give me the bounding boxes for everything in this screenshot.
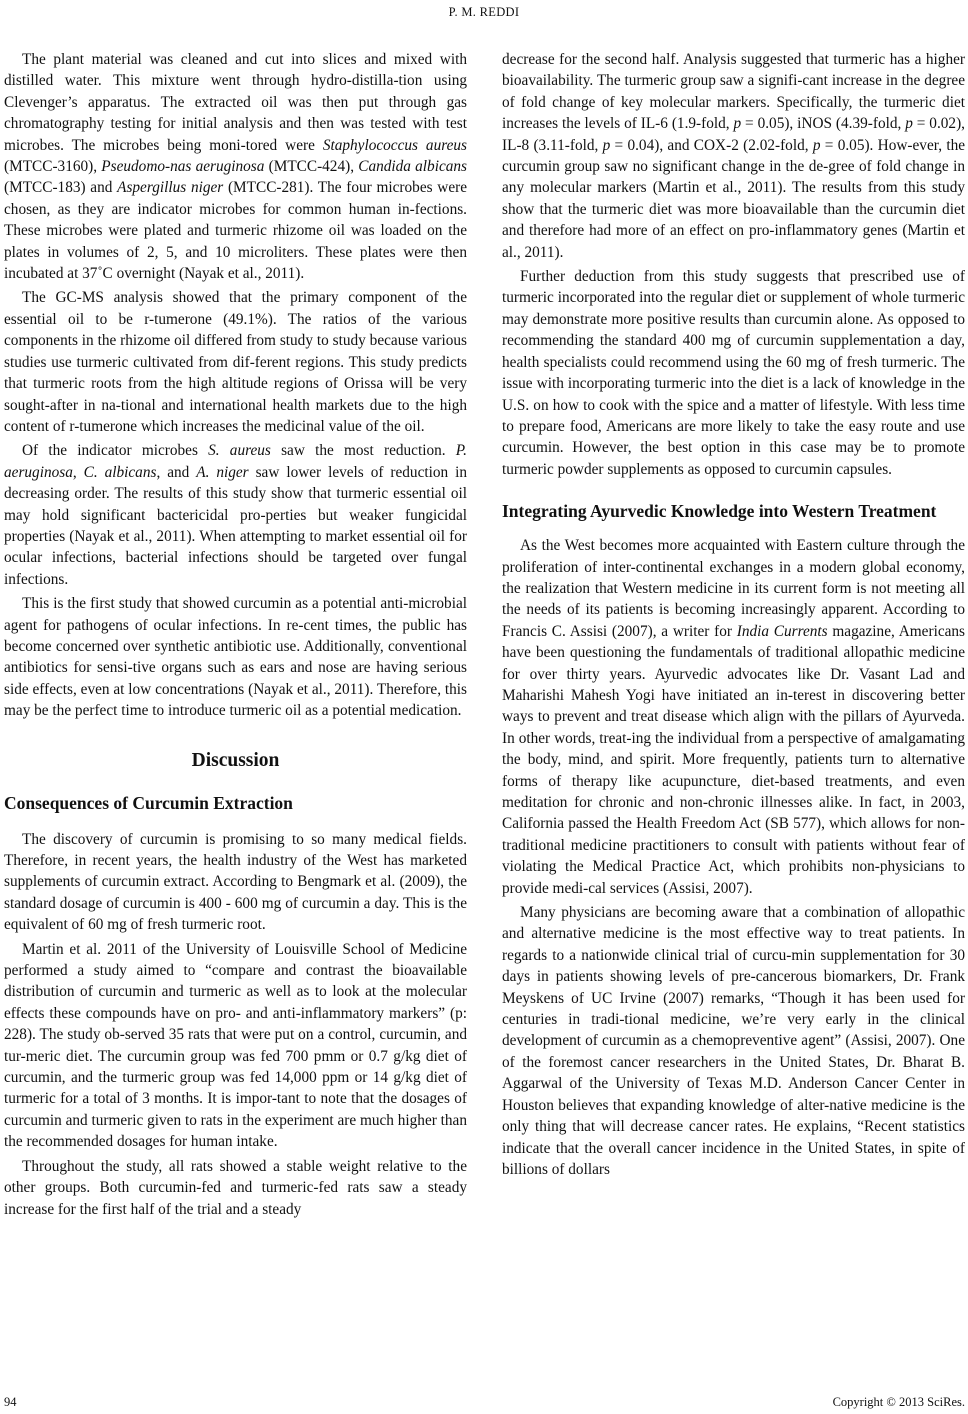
body-paragraph: This is the first study that showed curcumin as a potential anti-microbial agent for pathogens of ocular infections. In re-cent times, the public has become concerned over synthetic antibiotic use. Additionally, conventional antibiotics for sensi-tive organs such as ears and nose are having serious side effects, even at low concentrations (Nayak et al., 2011). Therefore, this may be the perfect time to introduce turmeric oil as a potential medication.	[4, 595, 467, 720]
subsection-heading-ayurvedic-integration: Integrating Ayurvedic Knowledge into Western Treatment	[502, 501, 937, 522]
copyright-notice: Copyright © 2013 SciRes.	[832, 1395, 965, 1409]
body-paragraph: The discovery of curcumin is promising to so many medical fields. Therefore, in recent years, the health industry of the West has marketed supplements of curcumin extract. According to Bengmark et al. (2009), the standard dosage of curcumin is 400 - 600 mg of curcumin a day. This is the equivalent of 60 mg of fresh turmeric root.	[4, 830, 467, 934]
section-heading-discussion: Discussion	[191, 749, 280, 771]
body-paragraph: Of the indicator microbes S. aureus saw the most reduction. P. aeruginosa, C. albicans, and A. niger saw lower levels of reduction in decreasing order. The results of this study show that turmeric essential oil may hold significant bactericidal pro-perties but weaker fungicidal properties (Nayak et al., 2011). When attempting to market essential oil for ocular infections, bacterial infections should be targeted over fungal infections.	[4, 442, 467, 588]
body-paragraph: As the West becomes more acquainted with Eastern culture through the proliferation of inter-continental exchanges in a modern global economy, the realization that Western medicine in its current form is not meeting all the needs of its patients is becoming increasingly apparent. According to Francis C. Assisi (2007), a writer for India Currents magazine, Americans have been questioning the fundamentals of traditional allopathic medicine for over thirty years. Ayurvedic advocates like Dr. Vasant Lad and Maharishi Mahesh Yogi have initiated an in-terest in discovering better ways to prevent and treat disease which align with the pillars of Ayurveda. In other words, treat-ing the individual from a perspective of amalgamating the body, mind, and spirit. More frequently, patients turn to alternative forms of therapy like acupuncture, diet-based treatments, and even meditation for chronic and non-chronic illnesses alike. In fact, in 2003, California passed the Health Freedom Act (SB 577), which allows for non-traditional medicine practitioners to consult with patients without fear of violating the Medical Practice Act, which prohibits non-physicians to provide medi-cal services (Assisi, 2007).	[502, 537, 965, 897]
page-number: 94	[4, 1395, 17, 1409]
body-paragraph: Many physicians are becoming aware that a combination of allopathic and alternative medicine is the most effective way to treat patients. In regards to a nationwide clinical trial of curcu-min supplementation for 30 days in patients showing levels of pre-cancerous biomarkers, Dr. Frank Meyskens of UC Irvine (2007) remarks, “Though it has been used for centuries in tradi-tional medicine, we’re very early in the clinical development of curcumin as a chemopreventive agent” (Assisi, 2007). One of the foremost cancer researchers in the United States, Dr. Bharat B. Aggarwal of the University of Texas M.D. Anderson Cancer Center in Houston believes that expanding knowledge of alter-native medicine is the only thing that will decrease cancer rates. He explains, “Recent statistics indicate that the overall cancer incidence in the United States, in spite of billions of dollars	[502, 904, 965, 1178]
right-column	[502, 49, 965, 1180]
body-paragraph-continued: decrease for the second half. Analysis suggested that turmeric has a higher bioavailability. The turmeric group saw a signifi-cant increase in the degree of fold change of key molecular markers. Specifically, the turmeric diet increases the levels of IL-6 (1.9-fold, p = 0.05), iNOS (4.39-fold, p = 0.02), IL-8 (3.11-fold, p = 0.04), and COX-2 (2.02-fold, p = 0.05). How-ever, the curcumin group saw no significant change in the de-gree of fold change in any molecular markers (Martin et al., 2011). The results from this study show that the turmeric diet was more bioavailable than the curcumin diet and therefore had more of an effect on pro-inflammatory genes (Martin et al., 2011).	[502, 51, 966, 261]
body-paragraph: The plant material was cleaned and cut into slices and mixed with distilled water. This mixture went through hydro-distilla-tion using Clevenger’s apparatus. The extracted oil was then put through gas chromatography testing for initial analysis and then was tested with test microbes. The microbes being moni-tored were Staphylococcus aureus (MTCC-3160), Pseudomo-nas aeruginosa (MTCC-424), Candida albicans (MTCC-183) and Aspergillus niger (MTCC-281). The four microbes were chosen, as they are indicator microbes for common human in-fections. These microbes were plated and turmeric rhizome oil was loaded on the plates in volumes of 2, 5, and 10 microliters. These plates were then incubated at 37˚C overnight (Nayak et al., 2011).	[4, 51, 467, 283]
body-paragraph: Throughout the study, all rats showed a stable weight relative to the other groups. Both curcumin-fed and turmeric-fed rats saw a steady increase for the first half of the trial and a steady	[4, 1157, 467, 1218]
running-head: P. M. REDDI	[448, 5, 520, 19]
body-paragraph: The GC-MS analysis showed that the primary component of the essential oil to be r-tumerone (49.1%). The ratios of the various components in the rhizome oil differed from study to study because various studies use turmeric cultivated from dif-ferent regions. This study predicts that turmeric roots from the high altitude regions of Orissa will be very sought-after in na-tional and international health markets due to the high content of r-tumerone which increases the medicinal value of the oil.	[4, 289, 467, 435]
left-column	[4, 49, 467, 1220]
body-paragraph: Martin et al. 2011 of the University of Louisville School of Medicine performed a study aimed to “compare and contrast the bioavailable distribution of curcumin and turmeric as well as to look at the molecular effects these compounds have on pro- and anti-inflammatory markers” (p: 228). The study ob-served 35 rats that were put on a control, curcumin, and tur-meric diet. The curcumin group was fed 700 pmm or 0.7 g/kg diet of curcumin, and the turmeric group was fed 14,000 ppm or 14 g/kg diet of turmeric for a total of 3 months. It is impor-tant to note that the dosages of curcumin and turmeric given to rats in the experiment are much higher than the recommended dosages for human intake.	[4, 940, 467, 1151]
subsection-heading-curcumin-extraction: Consequences of Curcumin Extraction	[4, 792, 293, 813]
body-paragraph: Further deduction from this study suggests that prescribed use of turmeric incorporated into the regular diet or supplement of whole turmeric may demonstrate more positive results than curcumin alone. As opposed to recommending the standard 400 mg of curcumin supplementation a day, health specialists could recommend using the 60 mg of fresh turmeric. The issue with incorporating turmeric into the diet is a lack of knowledge in the U.S. on how to cook with the spice and a matter of lifestyle. With less time to prepare food, Americans are more likely to take the easy route and use curcumin. However, the best option in this case may be to promote turmeric powder supplements as opposed to curcumin capsules.	[502, 268, 965, 478]
